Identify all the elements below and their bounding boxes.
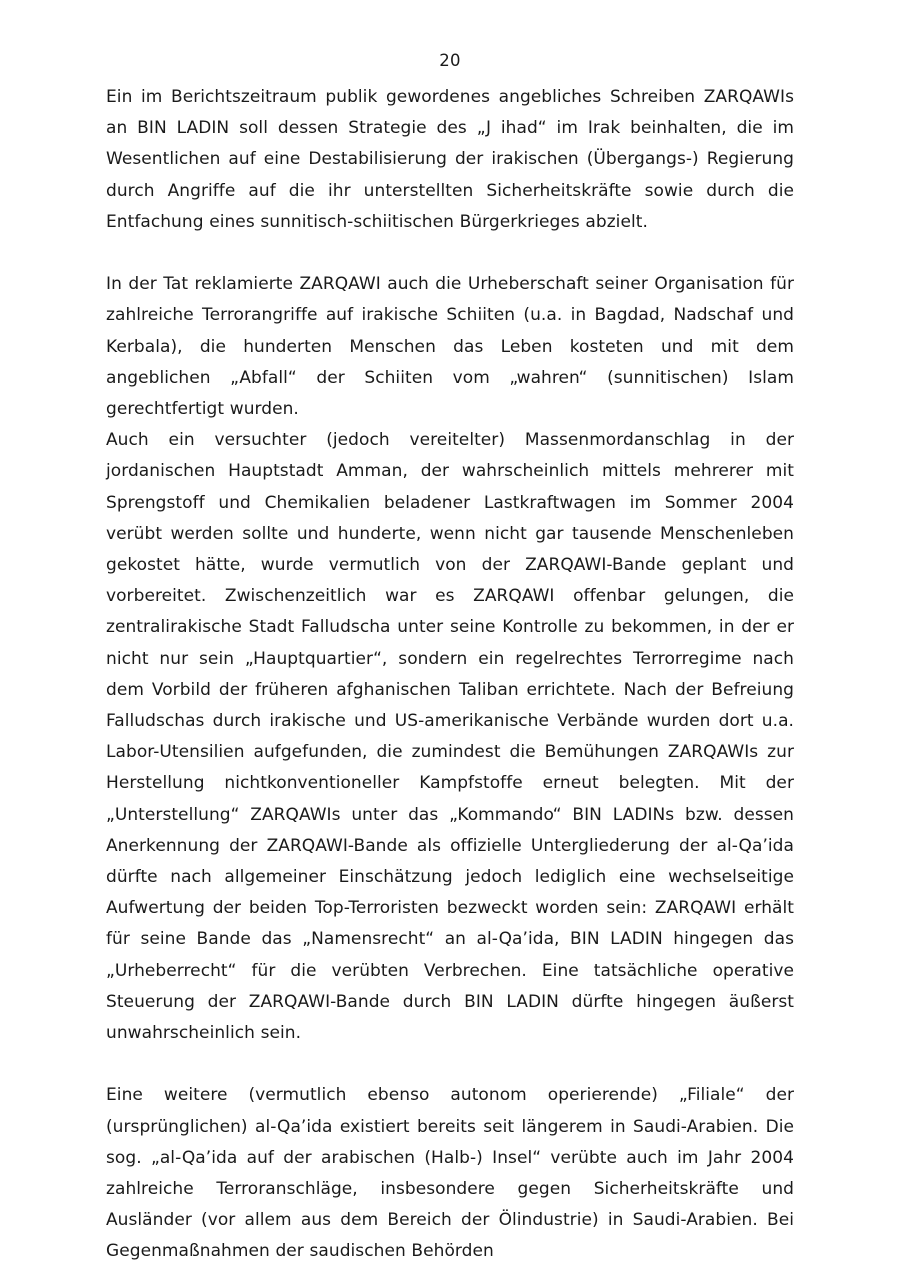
paragraph-3: Auch ein versuchter (jedoch vereitelter) Massenmordanschlag in der jordanischen Hauptstadt Amman, der wahrscheinlich mittels mehrerer mit Sprengstoff und Chemikalien beladener Lastkraftwagen im Sommer 2004 verübt werden sollte und hunderte, wenn nicht gar tausende Menschenleben gekostet hätte, wurde vermutlich von der ZARQAWI-Bande geplant und vorbereitet. Zwischenzeitlich war es ZARQAWI offenbar gelungen, die zentralirakische Stadt Falludscha unter seine Kontrolle zu bekommen, in der er nicht nur sein „Hauptquartier“, sondern ein regelrechtes Terrorregime nach dem Vorbild der früheren afghanischen Taliban errichtete. Nach der Befreiung Falludschas durch irakische und US-amerikanische Verbände wurden dort u.a. Labor-Utensilien aufgefunden, die zumindest die Bemühungen ZARQAWIs zur Herstellung nichtkonventioneller Kampfstoffe erneut belegten. Mit der „Unterstellung“ ZARQAWIs unter das „Kommando“ BIN LADINs bzw. dessen Anerkennung der ZARQAWI-Bande als offizielle Untergliederung der al-Qa’ida dürfte nach allgemeiner Einschätzung jedoch lediglich eine wechselseitige Aufwertung der beiden Top-Terroristen bezweckt worden sein: ZARQAWI erhält für seine Bande das „Namensrecht“ an al-Qa’ida, BIN LADIN hingegen das „Urheberrecht“ für die verübten Verbrechen. Eine tatsächliche operative Steuerung der ZARQAWI-Bande durch BIN LADIN dürfte hingegen äußerst unwahrscheinlich sein. <box>106 430 794 1044</box>
page-number: 20 <box>439 51 461 70</box>
paragraph-1: Ein im Berichtszeitraum publik gewordenes angebliches Schreiben ZARQAWIs an BIN LADIN soll dessen Strategie des „J ihad“ im Irak beinhalten, die im Wesentlichen auf eine Destabilisierung der irakischen (Übergangs-) Regierung durch Angriffe auf die ihr unterstellten Sicherheitskräfte sowie durch die Entfachung eines sunnitisch-schiitischen Bürgerkrieges abzielt. <box>106 87 794 232</box>
paragraph-2: In der Tat reklamierte ZARQAWI auch die Urheberschaft seiner Organisation für zahlreiche Terrorangriffe auf irakische Schiiten (u.a. in Bagdad, Nadschaf und Kerbala), die hunderten Menschen das Leben kosteten und mit dem angeblichen „Abfall“ der Schiiten vom „wahren“ (sunnitischen) Islam gerechtfertigt wurden. <box>106 274 794 420</box>
paragraph-4: Eine weitere (vermutlich ebenso autonom operierende) „Filiale“ der (ursprünglichen) al-Qa’ida existiert bereits seit längerem in Saudi-Arabien. Die sog. „al-Qa’ida auf der arabischen (Halb-) Insel“ verübte auch im Jahr 2004 zahlreiche Terroranschläge, insbesondere gegen Sicherheitskräfte und Ausländer (vor allem aus dem Bereich der Ölindustrie) in Saudi-Arabien. Bei Gegenmaßnahmen der saudischen Behörden <box>106 1085 794 1262</box>
body-text-block <box>106 82 794 1268</box>
